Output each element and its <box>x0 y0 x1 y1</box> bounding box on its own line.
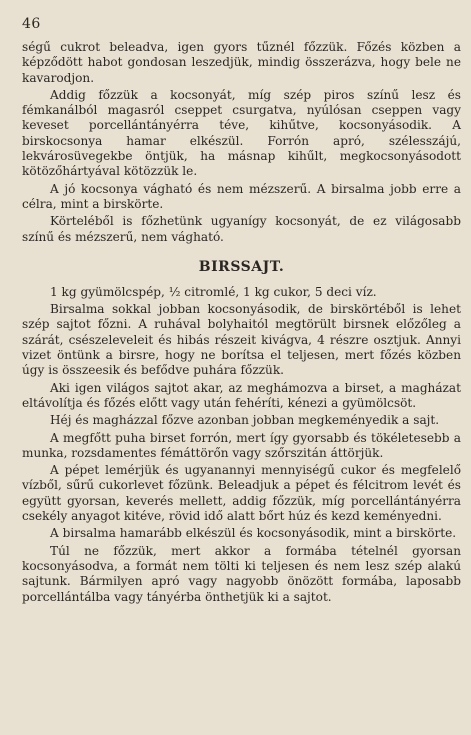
page-number: 46 <box>22 16 41 32</box>
paragraph: Aki igen világos sajtot akar, az meghámozva a birset, a magházat eltávolítja és főzés előtt vagy után fehéríti, kénezi a gyümölcsöt. <box>22 380 461 410</box>
ingredients-line: 1 kg gyümölcspép, ½ citromlé, 1 kg cukor, 5 deci víz. <box>50 284 377 299</box>
paragraph: A jó kocsonya vágható és nem mézszerű. A birsalma jobb erre a célra, mint a birskörte. <box>22 181 461 211</box>
paragraph: Túl ne főzzük, mert akkor a formába tételnél gyorsan kocsonyásodva, a formát nem tölti ki teljesen és nem lesz szép alakú sajtunk. Bármilyen apró vagy nagyobb önözött formába, laposabb porcellántálba vagy tányérba önthetjük ki a sajtot. <box>22 543 461 604</box>
body-text <box>22 40 461 607</box>
paragraph: ségű cukrot beleadva, igen gyors tűznél főzzük. Főzés közben a képződött habot gondosan leszedjük, mindig összerázva, hogy bele ne kavarodjon. <box>22 40 461 85</box>
paragraph: Addig főzzük a kocsonyát, míg szép piros színű lesz és fémkanálból magasról cseppet csurgatva, nyúlósan cseppen vagy keveset porcellántányérra téve, kihűtve, kocsonyásodik. A birskocsonya hamar elkészül. Forrón apró, szélesszájú, lekvárosüvegekbe öntjük, ha másnap kihűlt, megkocsonyásodott kötözőhártyával kötözzük le. <box>22 87 461 179</box>
paragraph: A birsalma hamarább elkészül és kocsonyásodik, mint a birskörte. <box>50 526 457 541</box>
paragraph: Körteléből is főzhetünk ugyanígy kocsonyát, de ez világosabb színű és mézszerű, nem vágható. <box>22 214 461 244</box>
paragraph: A megfőtt puha birset forrón, mert így gyorsabb és tökéletesebb a munka, rozsdamentes fémáttörőn vagy szőrszitán áttörjük. <box>22 430 461 460</box>
paragraph: A pépet lemérjük és ugyanannyi mennyiségű cukor és megfelelő vízből, sűrű cukorlevet főzünk. Beleadjuk a pépet és félcitrom levét és együtt gyorsan, keverés mellett, addig főzzük, míg porcellántányérra csekély anyagot kitéve, rövid idő alatt bőrt húz és kezd keményedni. <box>22 463 461 524</box>
paragraph: Birsalma sokkal jobban kocsonyásodik, de birskörtéből is lehet szép sajtot főzni. A ruhával bolyhaitól megtörült birsnek előzőleg a szárát, csészeleveleit és hibás részeit kivágva, 4 részre osztjuk. Annyi vizet öntünk a birsre, hogy ne borítsa el teljesen, mert főzés közben úgy is összeesik és befődve puhára főzzük. <box>22 302 461 378</box>
paragraph: Héj és magházzal főzve azonban jobban megkeményedik a sajt. <box>50 413 440 428</box>
section-heading: BIRSSAJT. <box>198 258 285 275</box>
